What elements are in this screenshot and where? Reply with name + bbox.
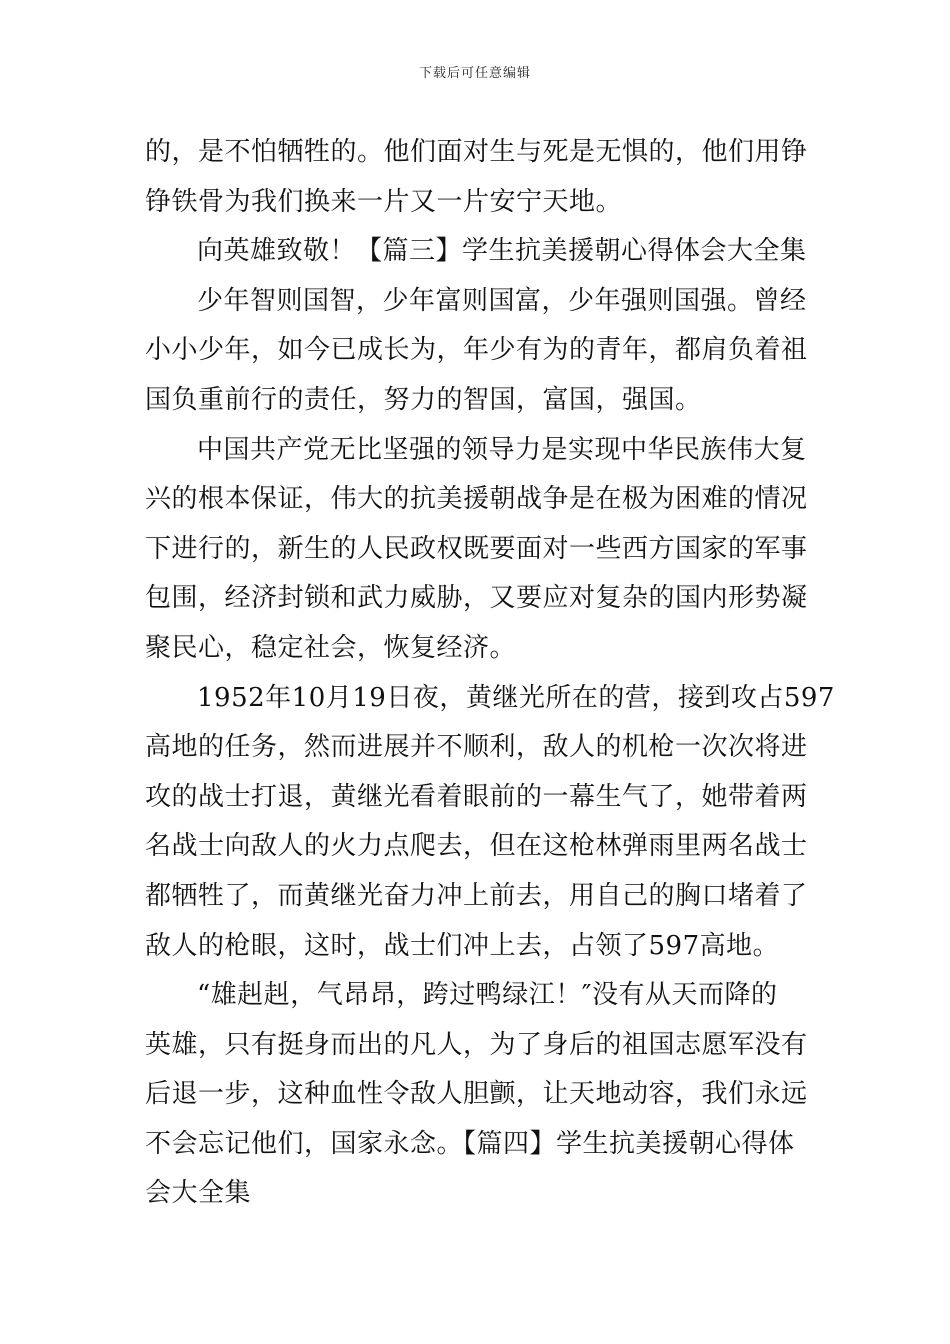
text-line: 的，是不怕牺牲的。他们面对生与死是无惧的，他们用铮 [145,137,808,167]
text-line: 向英雄致敬！【篇三】学生抗美援朝心得体会大全集 [197,236,807,267]
text-line: 包围，经济封锁和武力威胁，又要应对复杂的国内形势凝 [145,583,808,614]
text-line: 小小少年，如今已成长为，年少有为的青年，都肩负着祖 [145,335,808,366]
document-body [145,128,835,1219]
page-header: 下载后可任意编辑 [418,66,531,81]
text-line: 高地的任务，然而进展并不顺利，敌人的机枪一次次将进 [145,732,808,763]
text-line: 兴的根本保证，伟大的抗美援朝战争是在极为困难的情况 [145,484,808,515]
paragraph-start-line: 少年智则国智，少年富则国富，少年强则国强。曾经 [197,285,807,316]
text-line: 铮铁骨为我们换来一片又一片安宁天地。 [145,186,623,217]
text-line: 后退一步，这种血性令敌人胆颤，让天地动容，我们永远 [145,1079,808,1110]
text-line: 国负重前行的责任，努力的智国，富国，强国。 [145,384,702,415]
text-line: 下进行的，新生的人民政权既要面对一些西方国家的军事 [145,533,808,564]
paragraph-start-line: 中国共产党无比坚强的领导力是实现中华民族伟大复 [197,434,807,465]
text-line: 都牺牲了，而黄继光奋力冲上前去，用自己的胸口堵着了 [145,880,808,911]
paragraph-start-line: “雄赳赳，气昂昂，跨过鸭绿江！″没有从天而降的 [197,980,778,1011]
text-line: 会大全集 [145,1178,252,1209]
text-line: 聚民心，稳定社会，恢复经济。 [145,632,517,663]
paragraph-start-line: 1952年10月19日夜，黄继光所在的营，接到攻占597 [197,682,835,713]
text-line: 攻的战士打退，黄继光看着眼前的一幕生气了，她带着两 [145,781,808,812]
text-line: 英雄，只有挺身而出的凡人，为了身后的祖国志愿军没有 [145,1029,808,1060]
text-line: 名战士向敌人的火力点爬去，但在这枪林弹雨里两名战士 [145,831,808,862]
text-line: 敌人的枪眼，这时，战士们冲上去，占领了597高地。 [145,930,780,961]
text-line: 不会忘记他们，国家永念。【篇四】学生抗美援朝心得体 [145,1128,795,1159]
